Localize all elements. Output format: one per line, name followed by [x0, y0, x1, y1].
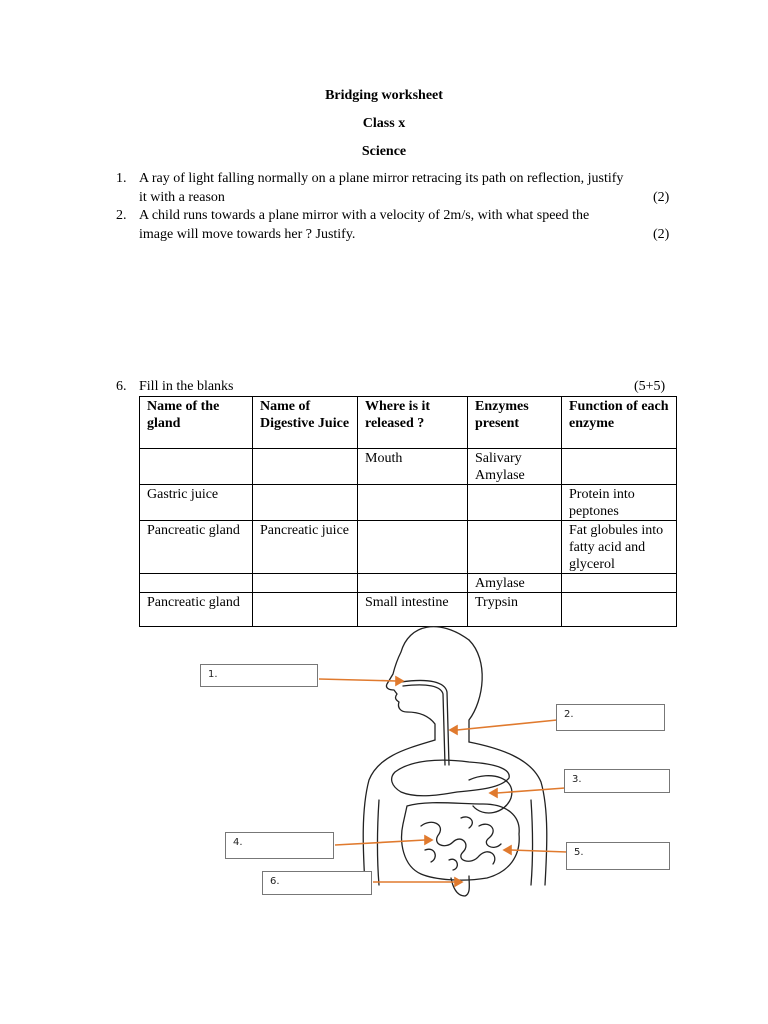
question-1-number: 1. [116, 171, 127, 186]
question-6-marks: (5+5) [634, 379, 666, 394]
diagram-label-box-6[interactable]: 6. [262, 871, 372, 895]
table-cell[interactable] [468, 485, 562, 521]
table-row [140, 485, 677, 521]
table-row [140, 449, 677, 485]
table-cell[interactable] [562, 449, 677, 485]
digestive-enzymes-table [139, 396, 677, 627]
table-row [140, 574, 677, 593]
question-1-text-line1: A ray of light falling normally on a plane mirror retracing its path on reflection, justify [139, 171, 624, 186]
table-cell: Amylase [468, 574, 562, 593]
header-where-released: Where is it released ? [358, 397, 468, 449]
table-row [140, 521, 677, 574]
table-cell[interactable] [562, 574, 677, 593]
table-cell: Mouth [358, 449, 468, 485]
table-cell: Salivary Amylase [468, 449, 562, 485]
diagram-label-box-2[interactable]: 2. [556, 704, 665, 731]
table-cell[interactable] [253, 485, 358, 521]
table-cell: Pancreatic gland [140, 593, 253, 627]
table-header-row [140, 397, 677, 449]
table-cell[interactable] [358, 574, 468, 593]
header-gland: Name of the gland [140, 397, 253, 449]
header-enzymes-present: Enzymes present [468, 397, 562, 449]
table-cell: Pancreatic gland [140, 521, 253, 574]
table-cell: Small intestine [358, 593, 468, 627]
diagram-label-box-5[interactable]: 5. [566, 842, 670, 870]
table-cell: Protein into peptones [562, 485, 677, 521]
question-2-marks: (2) [653, 227, 670, 242]
question-6-number: 6. [116, 379, 127, 394]
diagram-label-box-3[interactable]: 3. [564, 769, 670, 793]
header-enzyme-function: Function of each enzyme [562, 397, 677, 449]
subject-label: Science [361, 144, 407, 159]
table-cell[interactable] [468, 521, 562, 574]
table-cell: Gastric juice [140, 485, 253, 521]
digestive-system-diagram [139, 620, 676, 910]
question-1-marks: (2) [653, 190, 670, 205]
question-1-text-line2: it with a reason [139, 190, 225, 205]
diagram-label-box-1[interactable]: 1. [200, 664, 318, 687]
question-2-text-line2: image will move towards her ? Justify. [139, 227, 356, 242]
question-2-text-line1: A child runs towards a plane mirror with a velocity of 2m/s, with what speed the [139, 208, 590, 223]
diagram-label-box-4[interactable]: 4. [225, 832, 334, 859]
table-cell[interactable] [140, 449, 253, 485]
table-cell: Trypsin [468, 593, 562, 627]
table-cell[interactable] [358, 521, 468, 574]
table-cell[interactable] [253, 449, 358, 485]
question-2-number: 2. [116, 208, 127, 223]
table-cell[interactable] [140, 574, 253, 593]
table-cell[interactable] [358, 485, 468, 521]
question-6-text: Fill in the blanks [139, 379, 234, 394]
worksheet-title: Bridging worksheet [325, 88, 443, 103]
header-digestive-juice: Name of Digestive Juice [253, 397, 358, 449]
table-cell[interactable] [253, 574, 358, 593]
table-cell: Pancreatic juice [253, 521, 358, 574]
table-cell: Fat globules into fatty acid and glycerol [562, 521, 677, 574]
class-label: Class x [362, 116, 406, 131]
